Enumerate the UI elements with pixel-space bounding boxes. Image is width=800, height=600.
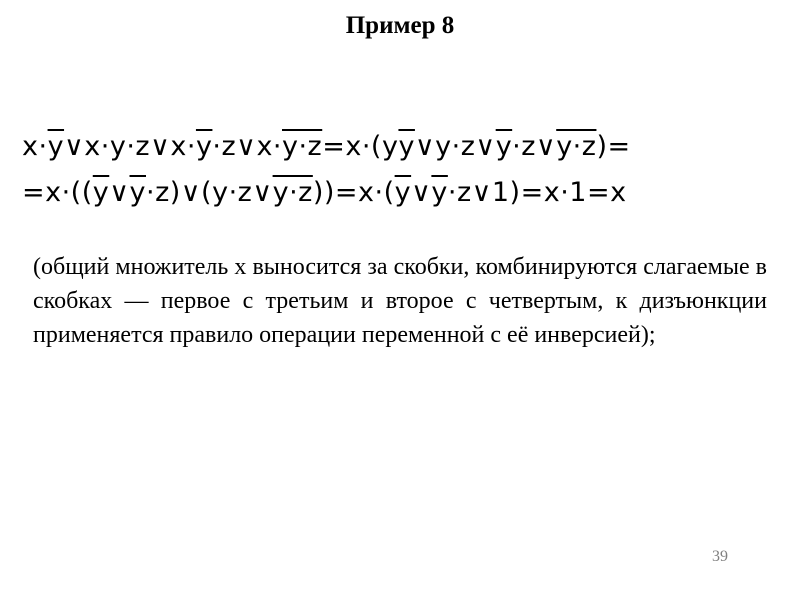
formula-segment: ·z∨x·	[212, 131, 282, 162]
formula-segment: )=	[596, 131, 631, 162]
formula-segment: ·z)∨(y·z∨	[146, 177, 273, 208]
formula-segment: ))=x·(	[312, 177, 395, 208]
formula-segment: ∨	[411, 177, 432, 208]
negated-term: y·z	[556, 131, 597, 162]
negated-term: $\overline{y}$	[129, 177, 146, 208]
negated-term: $\overline{y}$	[394, 177, 412, 208]
formula-line-2	[22, 176, 627, 210]
formula-segment: =x·(y	[322, 131, 399, 162]
formula-segment: ∨y·z∨	[414, 131, 496, 162]
page-number: 39	[712, 548, 728, 565]
formula-segment: ·z∨	[512, 131, 557, 162]
formula-line-1	[22, 130, 631, 164]
formula-segment: ·z∨1)=x·1=x	[447, 177, 627, 208]
formula-segment: =x·((	[22, 177, 93, 208]
negated-term: $\overline{y}$	[195, 131, 213, 162]
formula-segment: x·	[22, 131, 48, 162]
explanation-text: (общий множитель x выносится за скобки, комбинируются слагаемые в скобках — первое с третьим и второе с четвертым, к дизъюнкции применяется правило операции переменной с её инверсией);	[33, 254, 767, 348]
negated-term: $\overline{y}$	[495, 131, 513, 162]
negated-term: $\overline{y}$	[398, 131, 415, 162]
negated-term: $\overline{y}$	[47, 131, 65, 162]
slide-title: Пример 8	[345, 12, 455, 39]
negated-term: y·z	[282, 131, 323, 162]
negated-term: $\overline{y}$	[431, 177, 448, 208]
negated-term: $\overline{y}$	[92, 177, 110, 208]
negated-term: y·z	[272, 177, 313, 208]
formula-segment: ∨	[109, 177, 130, 208]
formula-segment: ∨x·y·z∨x·	[64, 131, 196, 162]
